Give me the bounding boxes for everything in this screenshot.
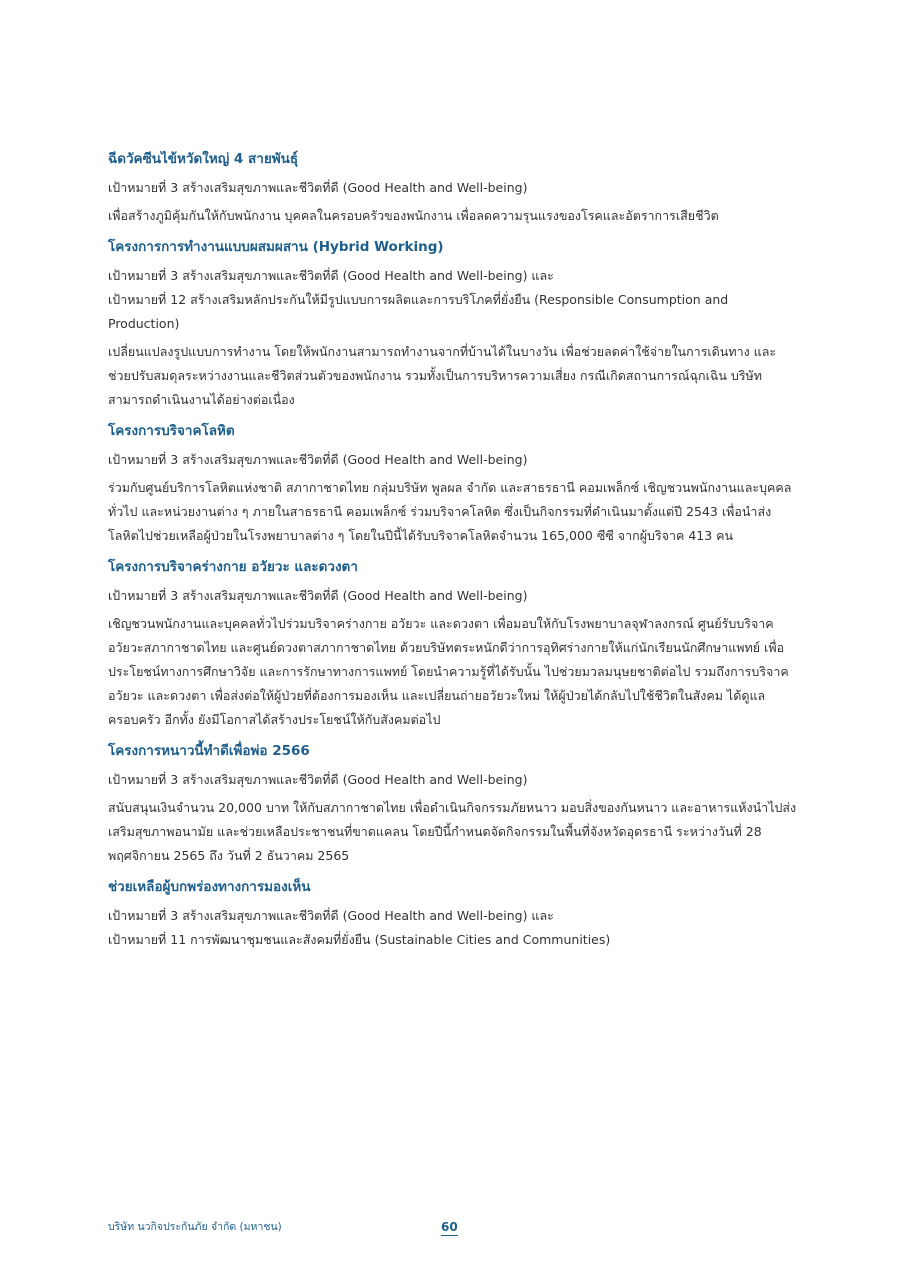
section-title: ช่วยเหลือผู้บกพร่องทางการมองเห็น bbox=[108, 879, 311, 895]
goal-item: เป้าหมายที่ 3 สร้างเสริมสุขภาพและชีวิตที่ดี (Good Health and Well-being) และ bbox=[108, 268, 554, 283]
section-title: โครงการหนาวนี้ทำดีเพื่อพ่อ 2566 bbox=[108, 743, 310, 759]
section-flu-vaccine bbox=[108, 148, 798, 228]
goal-item: เป้าหมายที่ 3 สร้างเสริมสุขภาพและชีวิตที่ดี (Good Health and Well-being) และ bbox=[108, 908, 554, 923]
section-body: เพื่อสร้างภูมิคุ้มกันให้กับพนักงาน บุคคลในครอบครัวของพนักงาน เพื่อลดความรุนแรงของโรคและอัตราการเสียชีวิต bbox=[108, 208, 719, 223]
page-number: 60 bbox=[441, 1220, 458, 1234]
goal-item: เป้าหมายที่ 3 สร้างเสริมสุขภาพและชีวิตที่ดี (Good Health and Well-being) bbox=[108, 588, 528, 603]
goal-list bbox=[108, 264, 798, 336]
section-title: โครงการการทำงานแบบผสมผสาน (Hybrid Working) bbox=[108, 239, 444, 255]
goal-list bbox=[108, 584, 798, 608]
section-body: เปลี่ยนแปลงรูปแบบการทำงาน โดยให้พนักงานสามารถทำงานจากที่บ้านได้ในบางวัน เพื่อช่วยลดค่าใช้จ่ายในการเดินทาง และช่วยปรับสมดุลระหว่างงานและชีวิตส่วนตัวของพนักงาน รวมทั้งเป็นการบริหารความเสี่ยง กรณีเกิดสถานการณ์ฉุกเฉิน บริษัทสามารถดำเนินงานได้อย่างต่อเนื่อง bbox=[108, 344, 777, 407]
goal-item: เป้าหมายที่ 3 สร้างเสริมสุขภาพและชีวิตที่ดี (Good Health and Well-being) bbox=[108, 772, 528, 787]
goal-list bbox=[108, 768, 798, 792]
goal-list bbox=[108, 448, 798, 472]
section-visually-impaired-support bbox=[108, 876, 798, 952]
section-title: โครงการบริจาคร่างกาย อวัยวะ และดวงตา bbox=[108, 559, 358, 575]
goal-list bbox=[108, 176, 798, 200]
section-hybrid-working bbox=[108, 236, 798, 412]
section-organ-donation bbox=[108, 556, 798, 732]
section-winter-charity bbox=[108, 740, 798, 868]
section-body: เชิญชวนพนักงานและบุคคลทั่วไปร่วมบริจาคร่างกาย อวัยวะ และดวงตา เพื่อมอบให้กับโรงพยาบาลจุฬาลงกรณ์ ศูนย์รับบริจาคอวัยวะสภากาชาดไทย และศูนย์ดวงตาสภากาชาดไทย ด้วยบริษัทตระหนักดีว่าการอุทิศร่างกายให้แก่นักเรียนนักศึกษาแพทย์ เพื่อประโยชน์ทางการศึกษาวิจัย และการรักษาทางการแพทย์ โดยนำความรู้ที่ได้รับนั้น ไปช่วยมวลมนุษยชาติต่อไป รวมถึงการบริจาคอวัยวะ และดวงตา เพื่อส่งต่อให้ผู้ป่วยที่ต้องการมองเห็น และเปลี่ยนถ่ายอวัยวะใหม่ ให้ผู้ป่วยได้กลับไปใช้ชีวิตในสังคม ได้ดูแลครอบครัว อีกทั้ง ยังมีโอกาสได้สร้างประโยชน์ให้กับสังคมต่อไป bbox=[108, 616, 789, 727]
page-footer bbox=[108, 1219, 798, 1239]
goal-item: เป้าหมายที่ 3 สร้างเสริมสุขภาพและชีวิตที่ดี (Good Health and Well-being) bbox=[108, 452, 528, 467]
footer-company-name: บริษัท นวกิจประกันภัย จำกัด (มหาชน) bbox=[108, 1221, 282, 1233]
goal-item: เป้าหมายที่ 11 การพัฒนาชุมชนและสังคมที่ยั่งยืน (Sustainable Cities and Communities) bbox=[108, 932, 611, 947]
goal-item: เป้าหมายที่ 3 สร้างเสริมสุขภาพและชีวิตที่ดี (Good Health and Well-being) bbox=[108, 180, 528, 195]
goal-item: เป้าหมายที่ 12 สร้างเสริมหลักประกันให้มีรูปแบบการผลิตและการบริโภคที่ยั่งยืน (Responsible Consumption and Production) bbox=[108, 292, 729, 331]
section-title: โครงการบริจาคโลหิต bbox=[108, 423, 235, 439]
section-body: ร่วมกับศูนย์บริการโลหิตแห่งชาติ สภากาชาดไทย กลุ่มบริษัท พูลผล จำกัด และสาธรธานี คอมเพล็กซ์ เชิญชวนพนักงานและบุคคลทั่วไป และหน่วยงานต่าง ๆ ภายในสาธรธานี คอมเพล็กซ์ ร่วมบริจาคโลหิต ซึ่งเป็นกิจกรรมที่ดำเนินมาตั้งแต่ปี 2543 เพื่อนำส่งโลหิตไปช่วยเหลือผู้ป่วยในโรงพยาบาลต่าง ๆ โดยในปีนี้ได้รับบริจาคโลหิตจำนวน 165,000 ซีซี จากผู้บริจาค 413 คน bbox=[108, 480, 792, 543]
section-body: สนับสนุนเงินจำนวน 20,000 บาท ให้กับสภากาชาดไทย เพื่อดำเนินกิจกรรมภัยหนาว มอบสิ่งของกันหนาว และอาหารแห้งนำไปส่งเสริมสุขภาพอนามัย และช่วยเหลือประชาชนที่ขาดแคลน โดยปีนี้กำหนดจัดกิจกรรมในพื้นที่จังหวัดอุดรธานี ระหว่างวันที่ 28 พฤศจิกายน 2565 ถึง วันที่ 2 ธันวาคม 2565 bbox=[108, 800, 797, 863]
goal-list bbox=[108, 904, 798, 952]
page-content bbox=[108, 148, 798, 956]
section-blood-donation bbox=[108, 420, 798, 548]
section-title: ฉีดวัคซีนไข้หวัดใหญ่ 4 สายพันธุ์ bbox=[108, 151, 299, 167]
